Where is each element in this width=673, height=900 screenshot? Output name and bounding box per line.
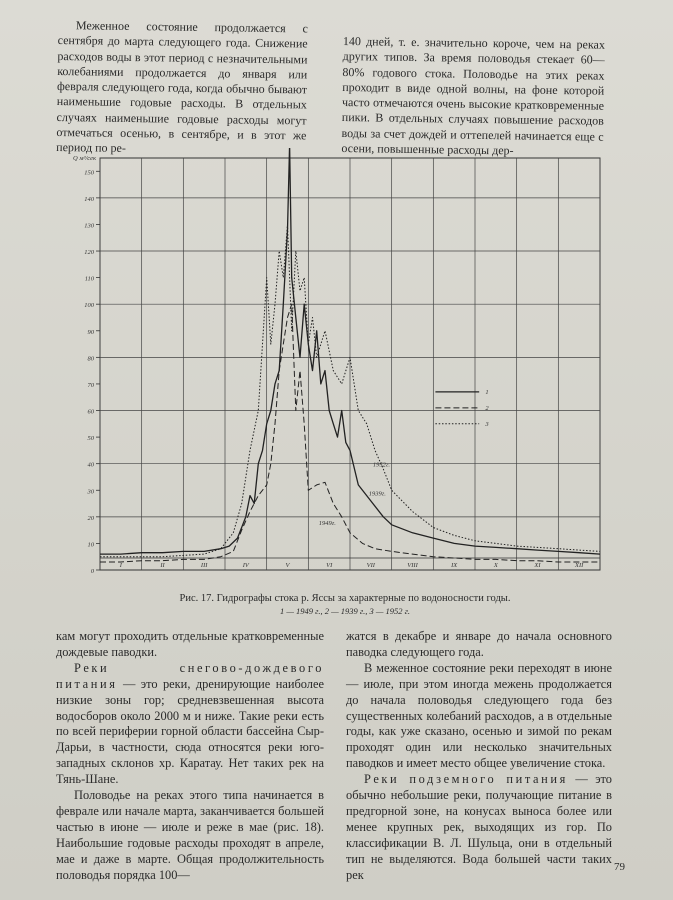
y-tick-label: 150 [84, 169, 94, 177]
x-tick-label: XII [575, 562, 584, 569]
y-tick-label: 70 [87, 381, 94, 389]
chart-ticks [73, 155, 584, 575]
top-left-column [56, 18, 308, 159]
paragraph-rest: — это реки, дренирующие наиболее низкие зоны гор; средневзвешенная высота водосборов около 2000 м и ниже. Такие реки есть по всей периферии горной области бассейна Сыр-Дарьи, в частности, сюда относятся реки юго-западных склонов хр. Каратау. Нет таких рек на Тянь-Шане. [56, 676, 324, 787]
spaced-term: Реки подземного питания [364, 772, 568, 787]
y-tick-label: 110 [84, 275, 94, 283]
y-tick-label: 10 [87, 541, 94, 549]
paragraph: В меженное состояние реки переходят в июне — июле, при этом иногда межень продолжается до начала половодья следующего года без существенных колебаний расходов, а в отдельные годы, как уже сказано, осенью и зимой по рекам проходят один или несколько значительных паводков и имеет место общее увеличение стока. [346, 660, 612, 771]
chart-legend [435, 389, 489, 428]
x-tick-label: II [160, 562, 165, 569]
x-tick-label: IV [242, 562, 249, 569]
legend-label: 1 [485, 388, 489, 396]
y-axis-label: Q м³/сек [73, 155, 96, 162]
x-tick-label: XI [534, 562, 541, 569]
x-tick-label: X [493, 562, 498, 569]
paragraph: кам могут проходить отдельные кратковременные дождевые паводки. [56, 629, 324, 659]
paragraph: 140 дней, т. е. значительно короче, чем на реках других типов. За время половодья стекает 60—80% годового стока. Половодье на этих реках проходит в виде одной волны, на фоне которой часто отмечаются очень высокие кратковременные пики. В отдельных случаях повышение расходов воды за счет дождей и оттепелей начинается еще с осени, повышенные расходы дер- [341, 34, 605, 158]
y-tick-label: 40 [87, 461, 94, 469]
paragraph: Меженное состояние продолжается с сентября до марта следующего года. Снижение расходов воды в этот период с незначительными колебаниями продолжается до января или февраля следующего года, когда обычно бывают наименьшие годовые расходы. В отдельных случаях наименьшие годовые расходы могут отмечаться осенью, в сентябре, и в этот же период по ре- [56, 18, 308, 156]
bottom-left-column [56, 629, 324, 884]
paragraph: жатся в декабре и январе до начала основного паводка следующего года. [346, 629, 612, 659]
y-tick-label: 140 [84, 195, 94, 203]
legend-label: 3 [485, 420, 489, 428]
caption-legend: 1 — 1949 г., 2 — 1939 г., 3 — 1952 г. [279, 606, 411, 616]
bottom-right-column [346, 629, 612, 884]
x-tick-label: III [200, 562, 208, 569]
y-tick-label: 50 [87, 435, 94, 443]
paragraph [346, 772, 612, 883]
y-tick-label: 100 [84, 302, 94, 310]
hydrograph-chart [70, 148, 608, 588]
paragraph: Половодье на реках этого типа начинается в феврале или начале марта, заканчивается большей частью в июне — июле и реже в мае (рис. 18). Наибольшие годовые расходы проходят в апреле, мае и даже в марте. Общая продолжительность половодья порядка 100— [56, 788, 324, 882]
paragraph [56, 661, 324, 788]
x-tick-label: V [285, 562, 290, 569]
x-tick-label: VI [326, 562, 333, 569]
page-number: 79 [614, 861, 625, 873]
y-tick-label: 0 [90, 568, 94, 575]
year-annotation: 1952г. [372, 461, 390, 469]
x-tick-label: I [119, 562, 122, 569]
legend-label: 2 [485, 404, 489, 412]
y-tick-label: 120 [84, 249, 94, 257]
paragraph-rest: — это обычно небольшие реки, получающие питание в предгорной зоне, на конусах выноса более или менее крупных рек, выходящих из гор. По классификации В. Л. Шульца, они в отдельный тип не выделяются. Вода большей части таких рек [346, 772, 612, 882]
year-annotation: 1939г. [368, 490, 386, 498]
caption-title: Рис. 17. Гидрографы стока р. Яссы за характерные по водоносности годы. [179, 593, 511, 604]
y-tick-label: 20 [87, 514, 94, 522]
x-tick-label: VIII [407, 562, 418, 569]
y-tick-label: 30 [87, 488, 94, 496]
x-tick-label: IX [451, 562, 458, 569]
spaced-term: Реки снегово-дождевого питания [56, 660, 324, 691]
x-tick-label: VII [366, 562, 375, 569]
y-tick-label: 90 [87, 328, 94, 336]
y-tick-label: 80 [87, 355, 94, 363]
y-tick-label: 60 [87, 408, 94, 416]
top-right-column [341, 34, 605, 160]
year-annotation: 1949г. [318, 519, 336, 527]
chart-grid [100, 158, 600, 570]
y-tick-label: 130 [84, 222, 94, 230]
figure-caption [130, 592, 560, 618]
